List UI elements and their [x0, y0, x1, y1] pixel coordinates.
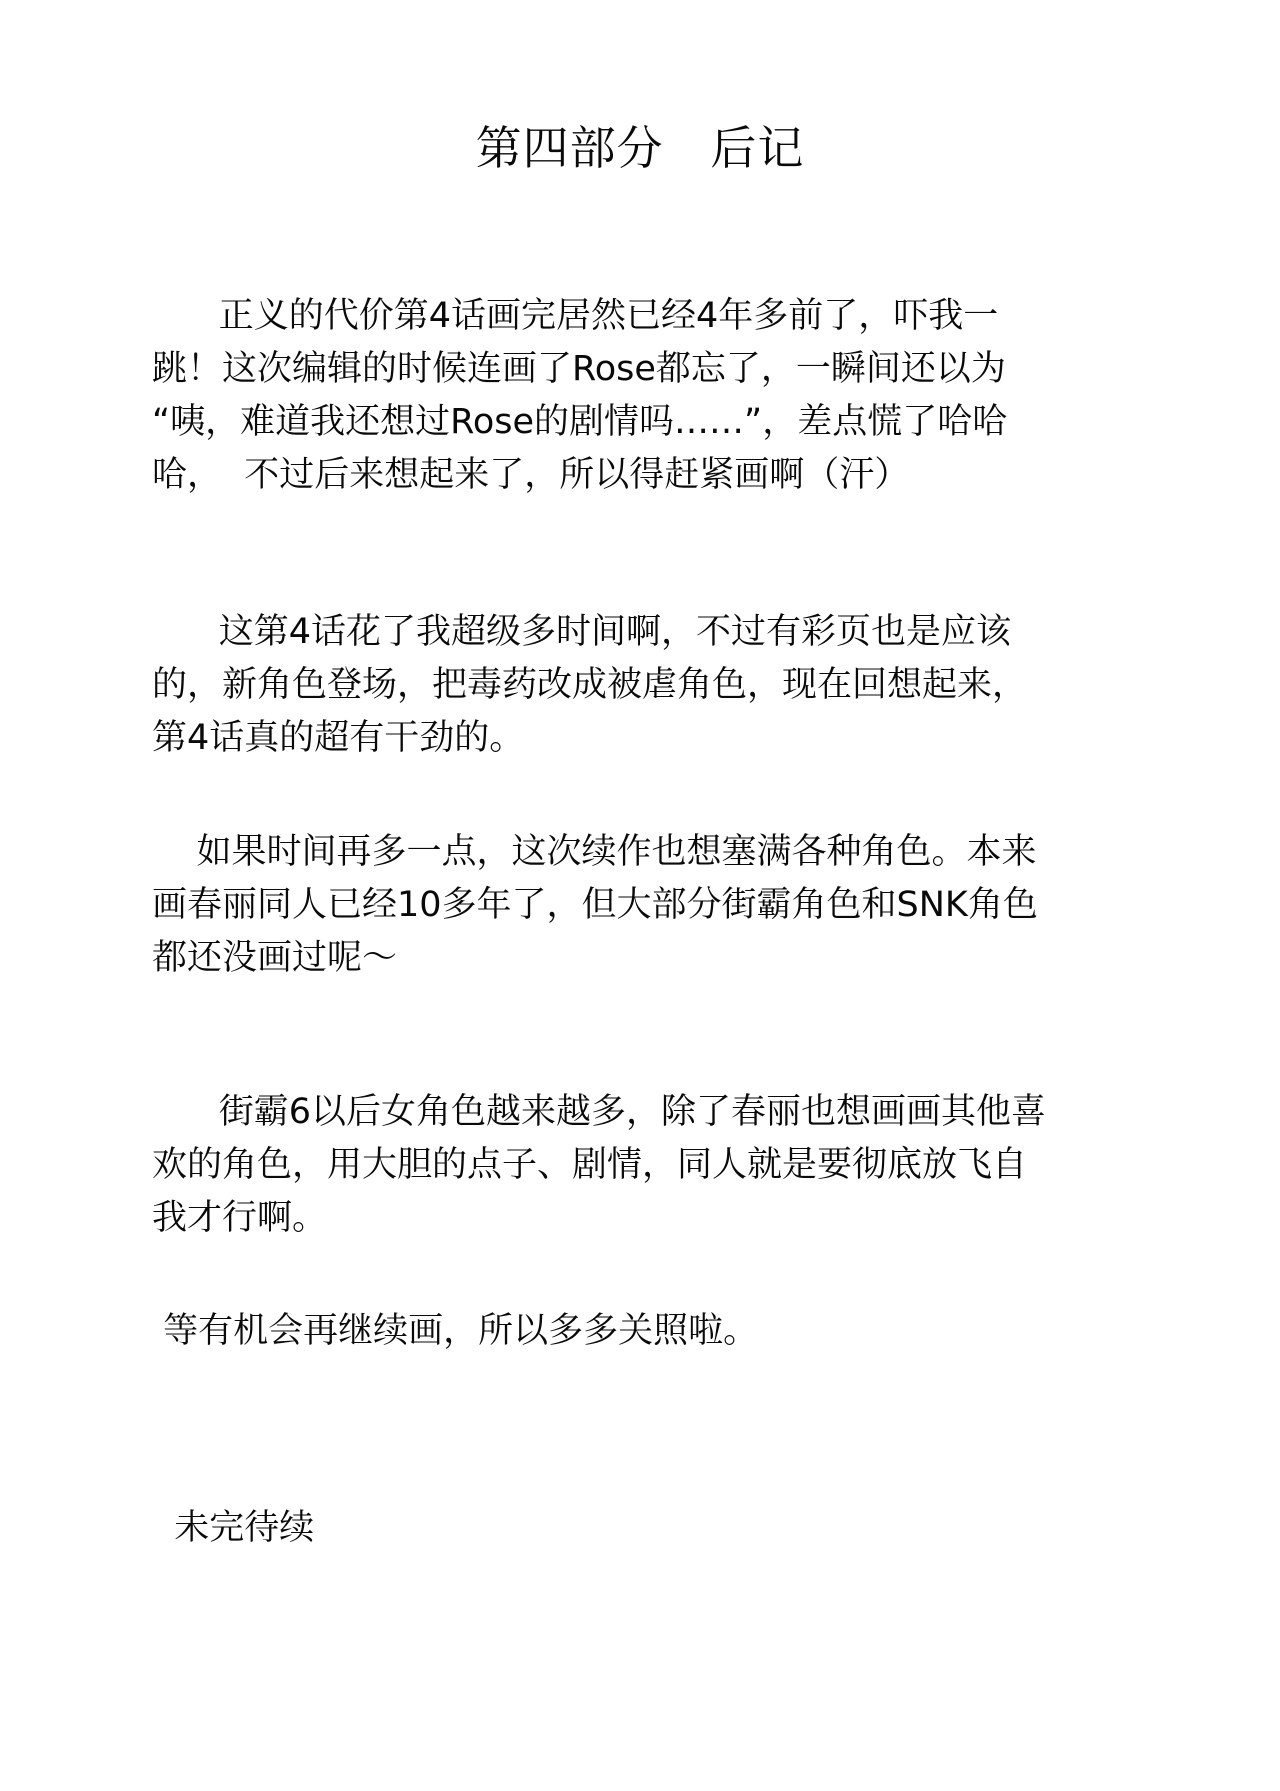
paragraph-line: 街霸6以后女角色越来越多，除了春丽也想画画其他喜 [152, 1092, 1047, 1132]
paragraph-5 [152, 1305, 1152, 1358]
paragraph-line: 第4话真的超有干劲的。 [152, 718, 525, 758]
paragraph-line: 我才行啊。 [152, 1198, 328, 1238]
paragraph-2 [152, 606, 1152, 765]
paragraph-1 [152, 290, 1152, 502]
paragraph-line: 如果时间再多一点，这次续作也想塞满各种角色。本来 [152, 832, 1037, 872]
paragraph-line: 跳！这次编辑的时候连画了Rose都忘了，一瞬间还以为 [152, 349, 1006, 389]
paragraph-line: 这第4话花了我超级多时间啊，不过有彩页也是应该 [152, 612, 1012, 652]
paragraph-3 [152, 826, 1152, 985]
paragraph-line: 画春丽同人已经10多年了，但大部分街霸角色和SNK角色 [152, 885, 1038, 925]
paragraph-line: 欢的角色，用大胆的点子、剧情，同人就是要彻底放飞自 [152, 1145, 1028, 1185]
paragraph-line: 等有机会再继续画，所以多多关照啦。 [152, 1311, 759, 1351]
paragraph-line: 都还没画过呢～ [152, 938, 398, 978]
paragraph-line: 的，新角色登场，把毒药改成被虐角色，现在回想起来， [152, 665, 1028, 705]
paragraph-line: 正义的代价第4话画完居然已经4年多前了，吓我一 [152, 296, 999, 336]
paragraph-line: 未完待续 [152, 1508, 315, 1548]
paragraph-line: “咦，难道我还想过Rose的剧情吗……”，差点慌了哈哈 [152, 402, 1008, 442]
to-be-continued [152, 1502, 1152, 1555]
paragraph-4 [152, 1086, 1152, 1245]
page-title: 第四部分 后记 [475, 121, 805, 175]
paragraph-line: 哈， 不过后来想起来了，所以得赶紧画啊（汗） [152, 455, 910, 495]
